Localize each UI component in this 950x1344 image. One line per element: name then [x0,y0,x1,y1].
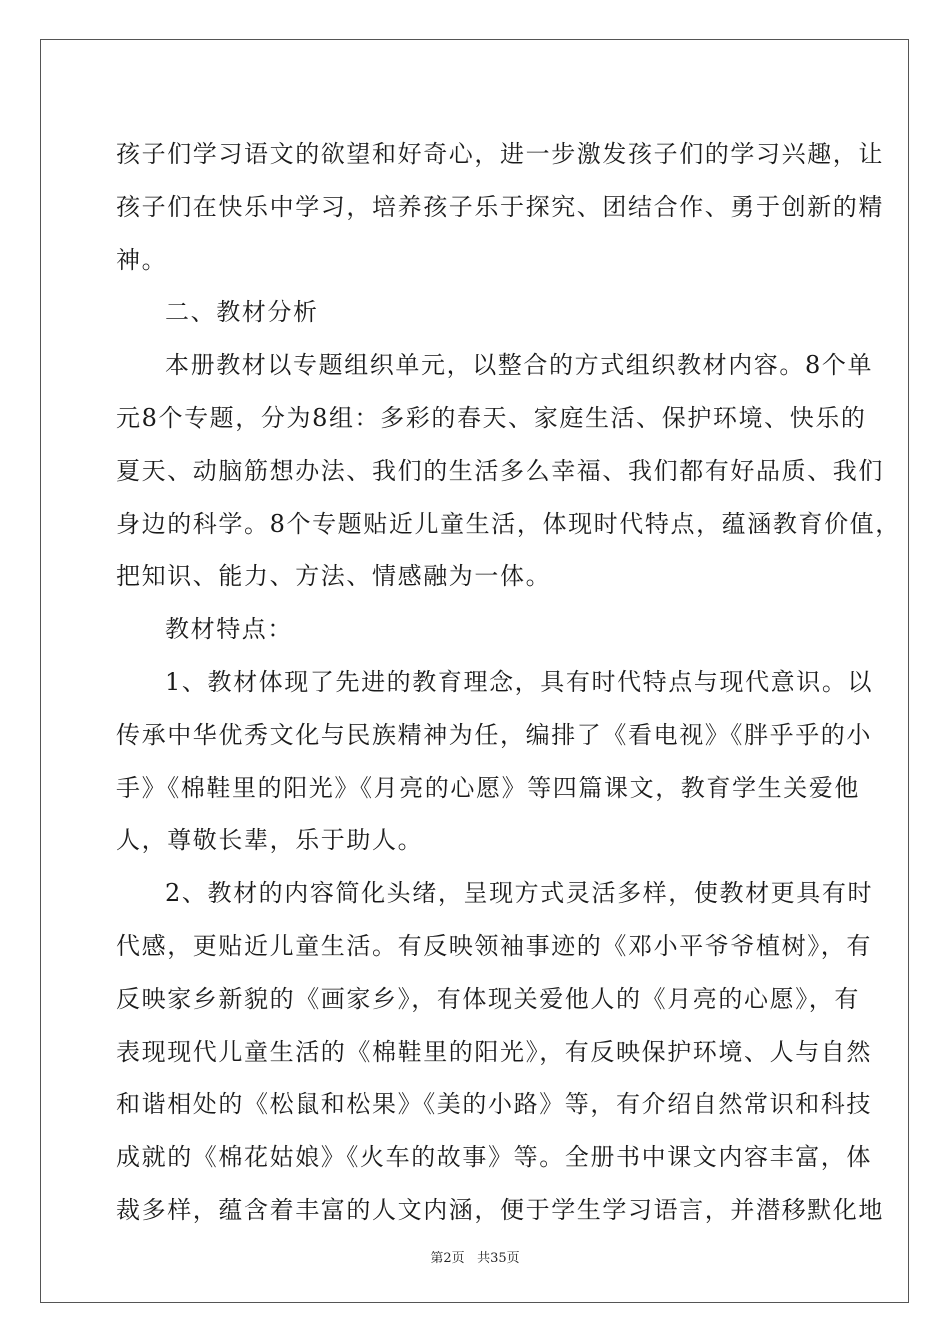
text-line: 裁多样，蕴含着丰富的人文内涵，便于学生学习语言，并潜移默化地 [116,1195,884,1224]
text-line: 1、教材体现了先进的教育理念，具有时代特点与现代意识。以 [165,667,874,696]
text-line: 反映家乡新貌的《画家乡》，有体现关爱他人的《月亮的心愿》，有 [116,984,860,1013]
text-line: 传承中华优秀文化与民族精神为任，编排了《看电视》《胖乎乎的小 [116,720,872,749]
text-line: 孩子们学习语文的欲望和好奇心，进一步激发孩子们的学习兴趣，让 [116,140,884,168]
text-line: 元8个专题，分为8组：多彩的春天、家庭生活、保护环境、快乐的 [116,403,867,432]
text-line: 神。 [116,245,168,274]
text-line: 代感，更贴近儿童生活。有反映领袖事迹的《邓小平爷爷植树》，有 [116,931,872,960]
text-line: 人，尊敬长辈，乐于助人。 [116,826,424,855]
section-heading: 二、教材分析 [165,298,319,327]
text-line: 表现现代儿童生活的《棉鞋里的阳光》，有反映保护环境、人与自然 [116,1037,872,1066]
text-line: 和谐相处的《松鼠和松果》《美的小路》等，有介绍自然常识和科技 [116,1090,872,1119]
text-line: 把知识、能力、方法、情感融为一体。 [116,562,552,591]
text-line: 成就的《棉花姑娘》《火车的故事》等。全册书中课文内容丰富，体 [116,1143,872,1172]
text-line: 身边的科学。8个专题贴近儿童生活，体现时代特点，蕴涵教育价值， [116,509,901,538]
text-line: 手》《棉鞋里的阳光》《月亮的心愿》等四篇课文，教育学生关爱他 [116,773,860,802]
text-line: 本册教材以专题组织单元，以整合的方式组织教材内容。8个单 [165,351,874,380]
text-line: 孩子们在快乐中学习，培养孩子乐于探究、团结合作、勇于创新的精 [116,192,884,221]
text-line: 2、教材的内容简化头绪，呈现方式灵活多样，使教材更具有时 [165,879,874,908]
document-body [116,128,901,1237]
page-number: 第2页 [430,1251,465,1266]
page-total: 共35页 [477,1251,520,1266]
text-line: 夏天、动脑筋想办法、我们的生活多么幸福、我们都有好品质、我们 [116,456,884,485]
subsection-heading: 教材特点： [165,615,293,644]
page-footer [0,1247,950,1266]
